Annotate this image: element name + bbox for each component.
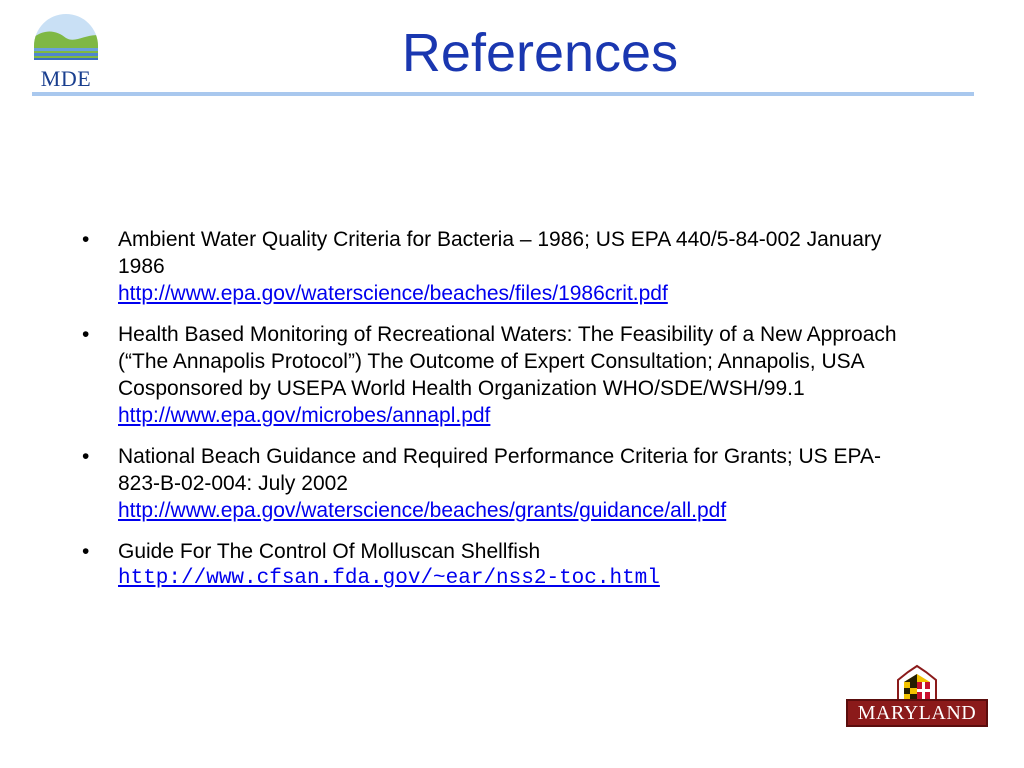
mde-logo-text: MDE [40,66,92,91]
bullet-icon: • [82,323,90,346]
reference-text: Health Based Monitoring of Recreational Waters: The Feasibility of a New Approach (“The Annapolis Protocol”) The Outcome of Expert Consultation; Annapolis, USA Cosponsored by USEPA World Health Organization WHO/SDE/WSH/99.1 [118,323,897,400]
mde-landscape-icon [30,14,102,70]
reference-link[interactable]: http://www.cfsan.fda.gov/~ear/nss2-toc.html [118,567,660,590]
reference-text: National Beach Guidance and Required Performance Criteria for Grants; US EPA-823-B-02-004: July 2002 [118,445,881,495]
reference-text: Ambient Water Quality Criteria for Bacteria – 1986; US EPA 440/5-84-002 January 1986 [118,228,882,278]
maryland-logo [846,664,988,728]
reference-link[interactable]: http://www.epa.gov/waterscience/beaches/grants/guidance/all.pdf [118,499,727,522]
bullet-icon: • [82,540,90,563]
mde-logo [30,14,102,94]
reference-item [74,538,914,592]
reference-link[interactable]: http://www.epa.gov/waterscience/beaches/files/1986crit.pdf [118,282,668,305]
bullet-icon: • [82,228,90,251]
reference-item [74,321,914,429]
reference-text: Guide For The Control Of Molluscan Shellfish [118,540,541,563]
bullet-icon: • [82,445,90,468]
title-divider [32,92,974,96]
reference-link[interactable]: http://www.epa.gov/microbes/annapl.pdf [118,404,491,427]
page-title: References [401,23,679,83]
reference-item [74,226,914,307]
maryland-logo-text: MARYLAND [857,702,977,724]
reference-item [74,443,914,524]
references-list [74,226,914,606]
